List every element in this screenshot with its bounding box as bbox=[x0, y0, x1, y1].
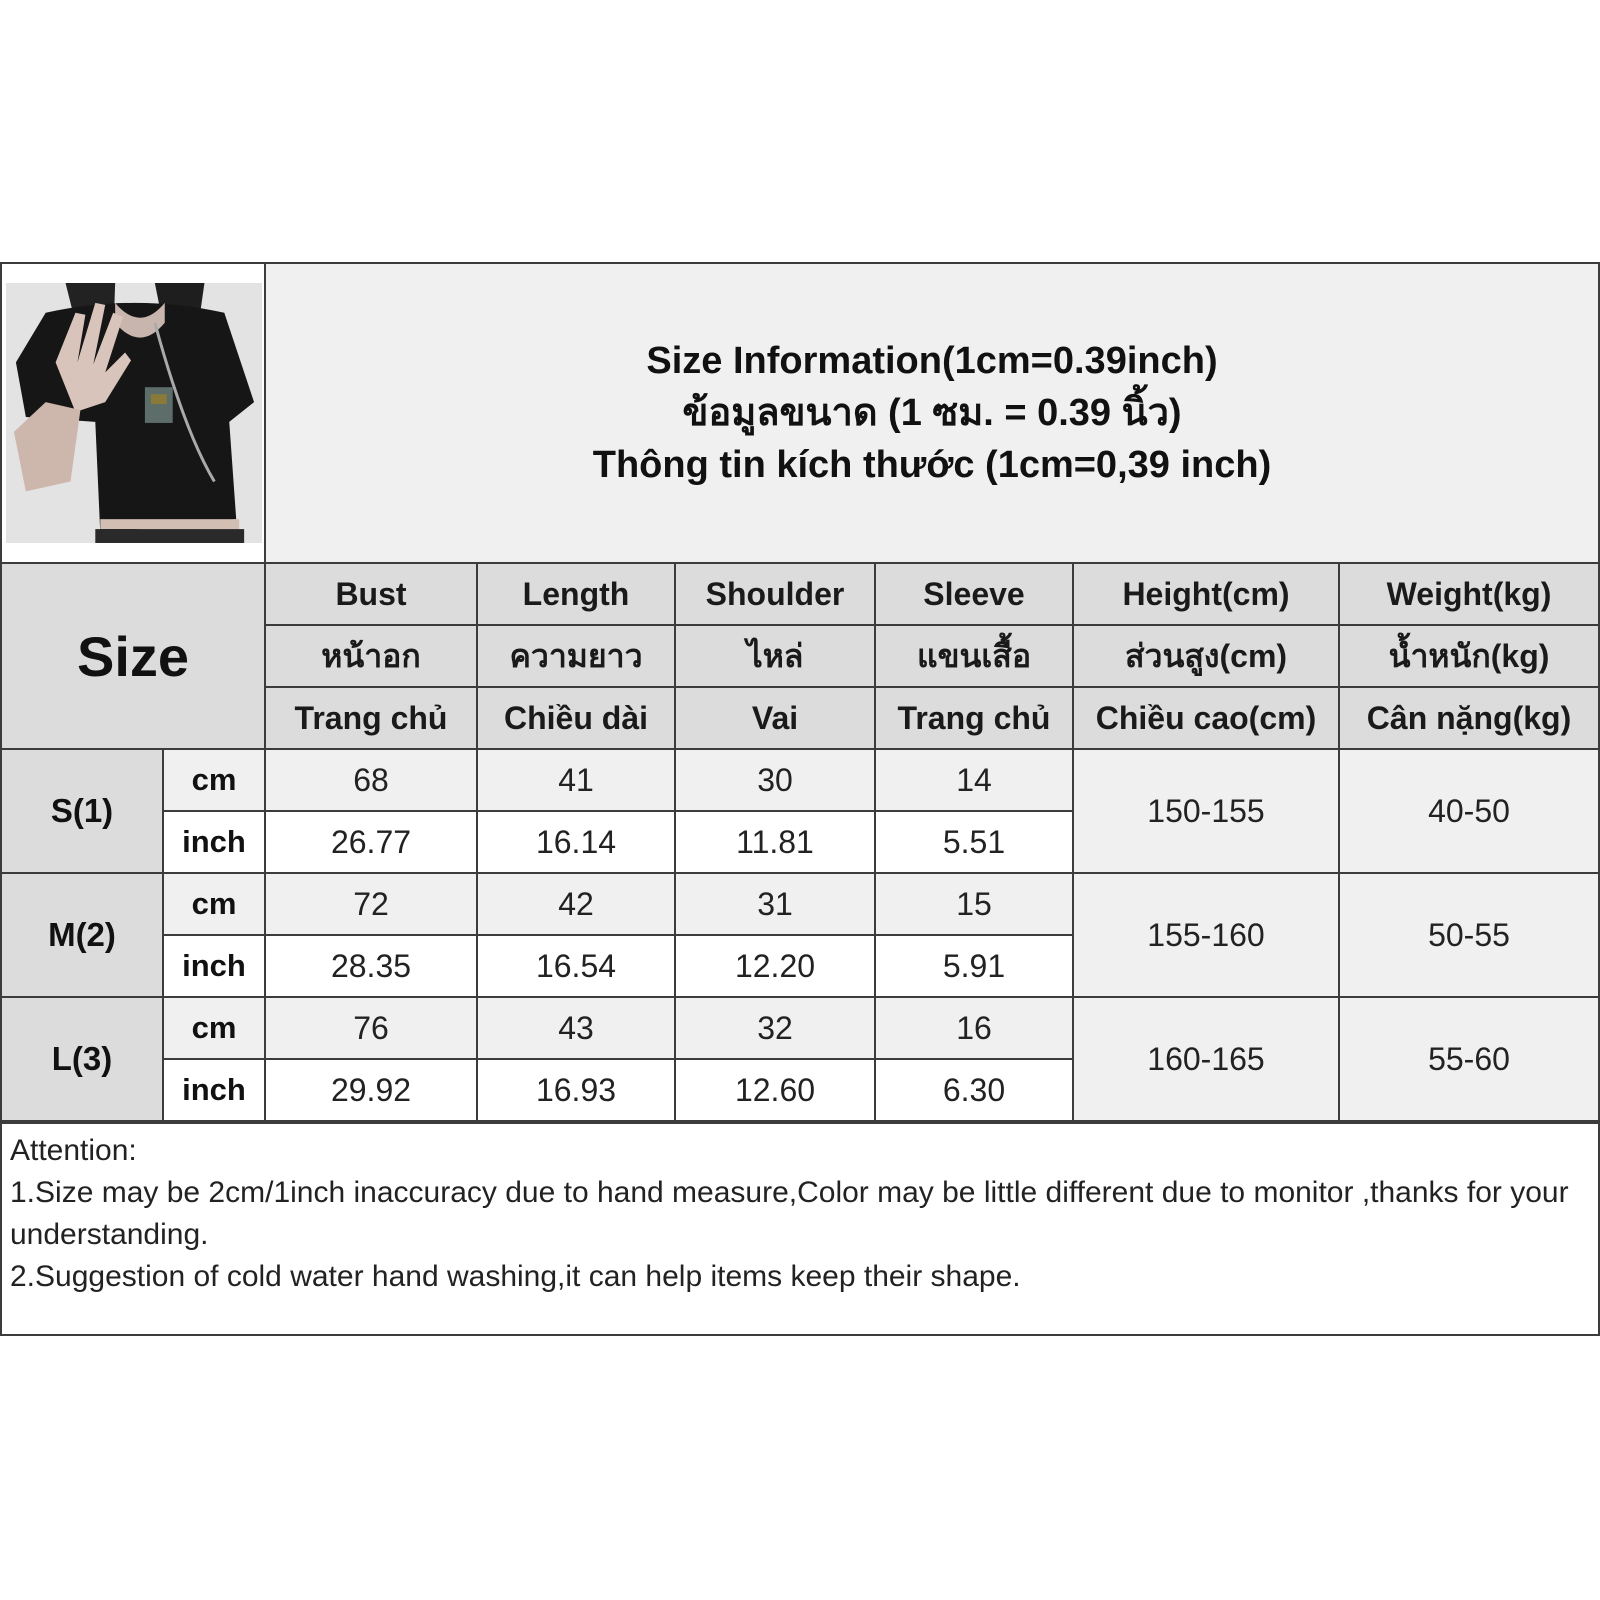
title-vietnamese: Thông tin kích thước (1cm=0,39 inch) bbox=[592, 444, 1272, 486]
column-header-sleeve-en: Sleeve bbox=[874, 562, 1074, 626]
table-cell: 29.92 bbox=[264, 1058, 478, 1122]
table-cell: 41 bbox=[476, 748, 676, 812]
unit-inch: inch bbox=[162, 934, 266, 998]
attention-notes bbox=[0, 1122, 1600, 1336]
table-cell: 16 bbox=[874, 996, 1074, 1060]
unit-inch: inch bbox=[162, 810, 266, 874]
column-header-shoulder-vi: Vai bbox=[674, 686, 876, 750]
column-header-length-vi: Chiều dài bbox=[476, 686, 676, 750]
size-label-m: M(2) bbox=[0, 872, 164, 998]
unit-cm: cm bbox=[162, 996, 266, 1060]
table-cell: 43 bbox=[476, 996, 676, 1060]
black-cropped-tshirt-photo-icon bbox=[6, 282, 262, 544]
table-cell: 31 bbox=[674, 872, 876, 936]
column-header-length-th: ความยาว bbox=[476, 624, 676, 688]
size-chart bbox=[0, 262, 1600, 1336]
table-cell: 12.60 bbox=[674, 1058, 876, 1122]
height-range: 155-160 bbox=[1072, 872, 1340, 998]
product-image-cell bbox=[0, 262, 266, 564]
column-header-height-en: Height(cm) bbox=[1072, 562, 1340, 626]
column-header-sleeve-vi: Trang chủ bbox=[874, 686, 1074, 750]
attention-heading: Attention: bbox=[10, 1134, 137, 1167]
table-cell: 16.14 bbox=[476, 810, 676, 874]
size-information-title bbox=[264, 262, 1600, 564]
unit-cm: cm bbox=[162, 748, 266, 812]
weight-range: 50-55 bbox=[1338, 872, 1600, 998]
table-cell: 12.20 bbox=[674, 934, 876, 998]
table-cell: 15 bbox=[874, 872, 1074, 936]
column-header-shoulder-en: Shoulder bbox=[674, 562, 876, 626]
column-header-height-vi: Chiều cao(cm) bbox=[1072, 686, 1340, 750]
table-cell: 5.51 bbox=[874, 810, 1074, 874]
title-english: Size Information(1cm=0.39inch) bbox=[646, 340, 1218, 382]
column-header-shoulder-th: ไหล่ bbox=[674, 624, 876, 688]
table-cell: 72 bbox=[264, 872, 478, 936]
column-header-weight-en: Weight(kg) bbox=[1338, 562, 1600, 626]
column-header-bust-en: Bust bbox=[264, 562, 478, 626]
table-cell: 16.93 bbox=[476, 1058, 676, 1122]
weight-range: 55-60 bbox=[1338, 996, 1600, 1122]
table-cell: 68 bbox=[264, 748, 478, 812]
size-label-l: L(3) bbox=[0, 996, 164, 1122]
table-cell: 11.81 bbox=[674, 810, 876, 874]
table-cell: 32 bbox=[674, 996, 876, 1060]
column-header-sleeve-th: แขนเสื้อ bbox=[874, 624, 1074, 688]
weight-range: 40-50 bbox=[1338, 748, 1600, 874]
column-header-bust-vi: Trang chủ bbox=[264, 686, 478, 750]
size-label-s: S(1) bbox=[0, 748, 164, 874]
table-cell: 26.77 bbox=[264, 810, 478, 874]
table-cell: 28.35 bbox=[264, 934, 478, 998]
column-header-bust-th: หน้าอก bbox=[264, 624, 478, 688]
height-range: 160-165 bbox=[1072, 996, 1340, 1122]
size-header: Size bbox=[0, 562, 266, 750]
height-range: 150-155 bbox=[1072, 748, 1340, 874]
column-header-weight-th: น้ำหนัก(kg) bbox=[1338, 624, 1600, 688]
table-cell: 6.30 bbox=[874, 1058, 1074, 1122]
table-cell: 5.91 bbox=[874, 934, 1074, 998]
column-header-weight-vi: Cân nặng(kg) bbox=[1338, 686, 1600, 750]
column-header-height-th: ส่วนสูง(cm) bbox=[1072, 624, 1340, 688]
unit-cm: cm bbox=[162, 872, 266, 936]
title-thai: ข้อมูลขนาด (1 ซม. = 0.39 นิ้ว) bbox=[682, 392, 1182, 434]
table-cell: 76 bbox=[264, 996, 478, 1060]
attention-item-1: 1.Size may be 2cm/1inch inaccuracy due to hand measure,Color may be little different due to monitor ,thanks for your understanding. bbox=[10, 1176, 1569, 1251]
column-header-length-en: Length bbox=[476, 562, 676, 626]
table-cell: 14 bbox=[874, 748, 1074, 812]
table-cell: 42 bbox=[476, 872, 676, 936]
table-cell: 16.54 bbox=[476, 934, 676, 998]
attention-item-2: 2.Suggestion of cold water hand washing,it can help items keep their shape. bbox=[10, 1260, 1021, 1293]
table-cell: 30 bbox=[674, 748, 876, 812]
unit-inch: inch bbox=[162, 1058, 266, 1122]
